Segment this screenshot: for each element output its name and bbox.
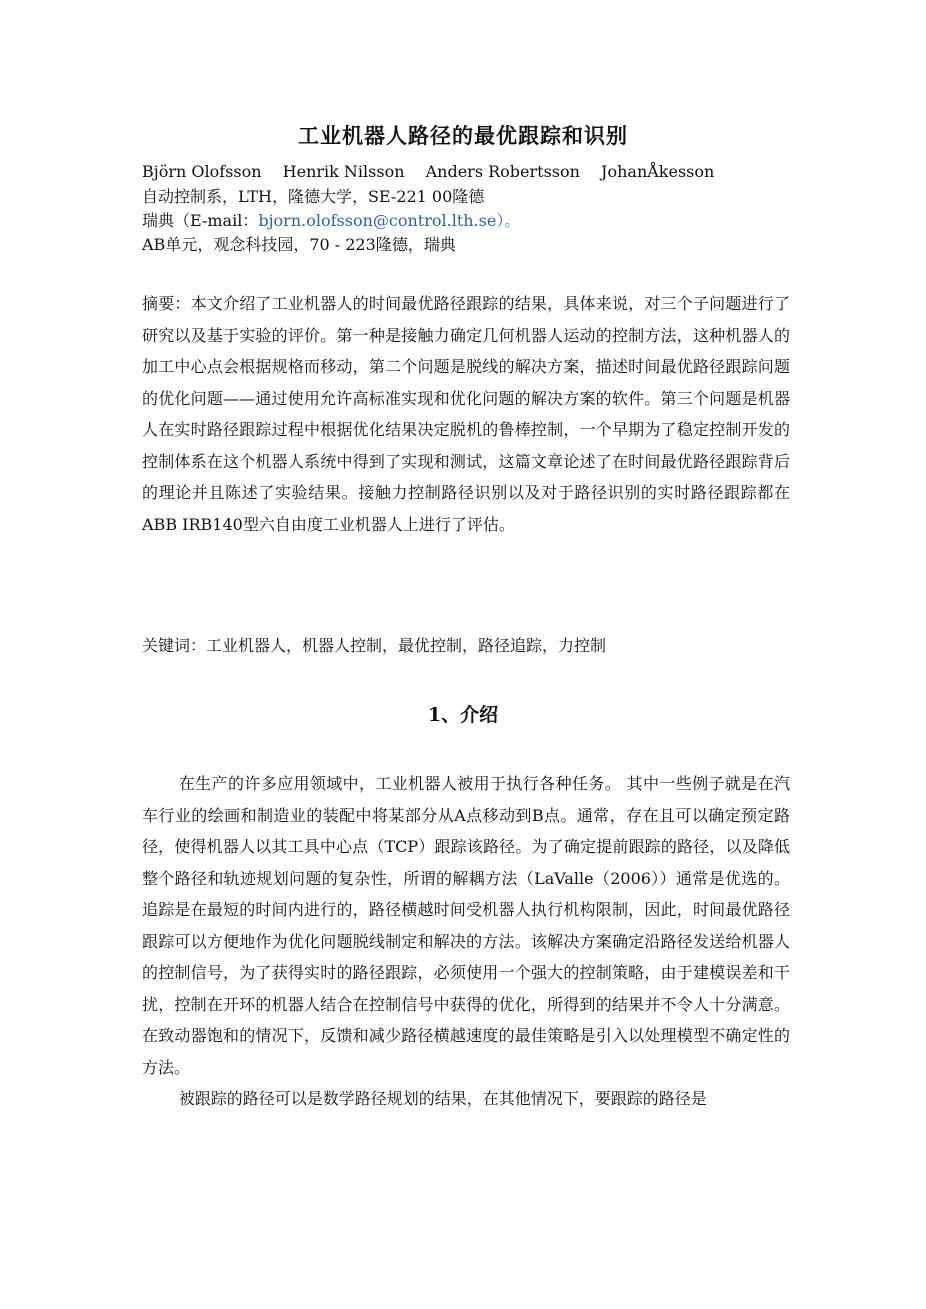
author-name: Henrik Nilsson: [282, 162, 405, 181]
abstract-paragraph: 摘要：本文介绍了工业机器人的时间最优路径跟踪的结果，具体来说，对三个子问题进行了研究以及基于实验的评价。第一种是接触力确定几何机器人运动的控制方法，这种机器人的加工中心点会根据规格而移动，第二个问题是脱线的解决方案，描述时间最优路径跟踪问题的优化问题——通过使用允许高标准实现和优化问题的解决方案的软件。第三个问题是机器人在实时路径跟踪过程中根据优化结果决定脱机的鲁棒控制，一个早期为了稳定控制开发的控制体系在这个机器人系统中得到了实现和测试，这篇文章论述了在时间最优路径跟踪背后的理论并且陈述了实验结果。接触力控制路径识别以及对于路径识别的实时路径跟踪都在ABB IRB140型六自由度工业机器人上进行了评估。: [142, 294, 790, 534]
section-heading: 1、介绍: [427, 704, 499, 726]
affiliation-prefix: 瑞典（E-mail：: [142, 211, 259, 230]
body-paragraph: 在生产的许多应用领域中，工业机器人被用于执行各种任务。 其中一些例子就是在汽车行业的绘画和制造业的装配中将某部分从A点移动到B点。通常，存在且可以确定预定路径，使得机器人以其工具中心点（TCP）跟踪该路径。为了确定提前跟踪的路径，以及降低整个路径和轨迹规划问题的复杂性，所谓的解耦方法（LaValle（2006））通常是优选的。 追踪是在最短的时间内进行的，路径横越时间受机器人执行机构限制，因此，时间最优路径跟踪可以方便地作为优化问题脱线制定和解决的方法。该解决方案确定沿路径发送给机器人的控制信号，为了获得实时的路径跟踪，必须使用一个强大的控制策略，由于建模误差和干扰，控制在开环的机器人结合在控制信号中获得的优化，所得到的结果并不令人十分满意。在致动器饱和的情况下，反馈和减少路径横越速度的最佳策略是引入以处理模型不确定性的方法。: [142, 774, 790, 1077]
keywords-line: 关键词：工业机器人，机器人控制，最优控制，路径追踪，力控制: [142, 636, 607, 655]
body-text: [142, 768, 790, 1115]
author-name: Anders Robertsson: [425, 162, 580, 181]
author-name: Björn Olofsson: [142, 162, 262, 181]
body-paragraph: 被跟踪的路径可以是数学路径规划的结果，在其他情况下，要跟踪的路径是: [178, 1089, 707, 1108]
email-link[interactable]: bjorn.olofsson@control.lth.se）。: [258, 211, 521, 230]
paper-title: 工业机器人路径的最优跟踪和识别: [298, 123, 628, 148]
affiliation-line-1: 自动控制系，LTH，隆德大学，SE-221 00隆德: [142, 187, 485, 206]
author-name: JohanÅkesson: [601, 162, 715, 181]
author-list: [142, 160, 842, 184]
affiliation-line-3: AB单元，观念科技园，70 - 223隆德，瑞典: [142, 235, 456, 254]
affiliation-line-2: [142, 209, 842, 233]
